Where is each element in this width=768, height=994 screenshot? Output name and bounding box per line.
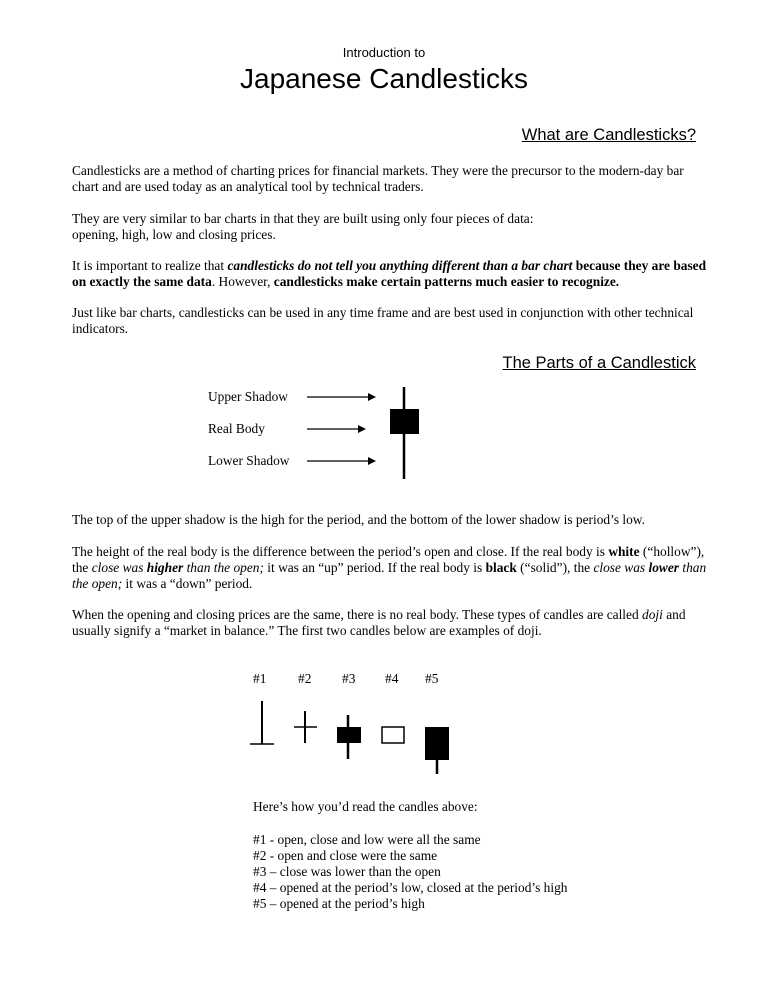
text: (“solid”), the <box>516 560 594 575</box>
text: it was a “down” period. <box>122 576 253 591</box>
example-label-3: #3 <box>342 671 356 686</box>
arrow-icon <box>307 425 366 433</box>
paragraph-important <box>72 258 712 290</box>
label-lower-shadow: Lower Shadow <box>208 453 290 468</box>
candlestick-parts-diagram <box>300 380 430 485</box>
text: (“hollow”), the <box>72 544 705 575</box>
example-item-3: #3 – close was lower than the open <box>253 864 441 879</box>
example-item-4: #4 – opened at the period’s low, closed at the period’s high <box>253 880 568 895</box>
paragraph-shadow-meaning: The top of the upper shadow is the high for the period, and the bottom of the lower shadow is period’s low. <box>72 512 645 527</box>
example-label-5: #5 <box>425 671 439 686</box>
italic-text: close was <box>91 560 147 575</box>
page-title: Japanese Candlesticks <box>240 63 528 94</box>
text: and usually signify a “market in balance.” The first two candles below are examples of doji. <box>72 607 686 638</box>
intro-line: Introduction to <box>342 45 426 60</box>
text: When the opening and closing prices are the same, there is no real body. These types of candles are called <box>72 607 643 622</box>
examples-intro: Here’s how you’d read the candles above: <box>253 799 478 814</box>
bold-text: white <box>608 544 640 559</box>
paragraph-similarity <box>72 211 712 243</box>
example-label-1: #1 <box>253 671 267 686</box>
label-real-body: Real Body <box>208 421 265 436</box>
candle-2-icon <box>294 711 317 743</box>
emphasis-text: candlesticks do not tell you anything different than a bar chart <box>227 258 573 273</box>
italic-text: doji <box>642 607 663 622</box>
paragraph-similarity-line1: They are very similar to bar charts in that they are built using only four pieces of data: <box>72 211 534 226</box>
italic-text: close was <box>593 560 649 575</box>
section-heading-parts-of-candlestick: The Parts of a Candlestick <box>502 354 696 372</box>
emphasis-text: higher <box>146 560 184 575</box>
candle-3-icon <box>337 715 361 759</box>
italic-text: than the open; <box>183 560 264 575</box>
paragraph-time-frame: Just like bar charts, candlesticks can be used in any time frame and are best used in conjunction with other technical indicators. <box>72 305 694 336</box>
example-label-2: #2 <box>298 671 312 686</box>
example-item-5: #5 – opened at the period’s high <box>253 896 425 911</box>
candle-1-icon <box>250 701 274 744</box>
example-item-2: #2 - open and close were the same <box>253 848 438 863</box>
example-label-4: #4 <box>385 671 399 686</box>
example-item-1: #1 - open, close and low were all the same <box>253 832 481 847</box>
example-candles-diagram <box>240 695 460 780</box>
paragraph-real-body <box>72 544 712 592</box>
emphasis-text: lower <box>648 560 679 575</box>
label-upper-shadow: Upper Shadow <box>208 389 288 404</box>
italic-text: than the open; <box>72 560 707 591</box>
arrow-icon <box>307 457 376 465</box>
section-heading-what-are-candlesticks: What are Candlesticks? <box>521 126 696 144</box>
candle-4-icon <box>382 727 404 743</box>
arrow-icon <box>307 393 376 401</box>
candlestick-icon <box>390 387 419 479</box>
text: it was an “up” period. If the real body is <box>263 560 486 575</box>
bold-text: candlesticks make certain patterns much easier to recognize. <box>273 274 620 289</box>
paragraph-similarity-line2: opening, high, low and closing prices. <box>72 227 276 242</box>
text: The height of the real body is the difference between the period’s open and close. If the real body is <box>72 544 609 559</box>
candle-5-icon <box>425 727 449 774</box>
paragraph-definition: Candlesticks are a method of charting prices for financial markets. They were the precursor to the modern-day bar chart and are used today as an analytical tool by technical traders. <box>72 163 684 194</box>
bold-text: black <box>485 560 517 575</box>
text: It is important to realize that <box>72 258 228 273</box>
text: . However, <box>211 274 274 289</box>
paragraph-doji <box>72 607 712 639</box>
bold-text: because they are based on exactly the same data <box>72 258 707 289</box>
